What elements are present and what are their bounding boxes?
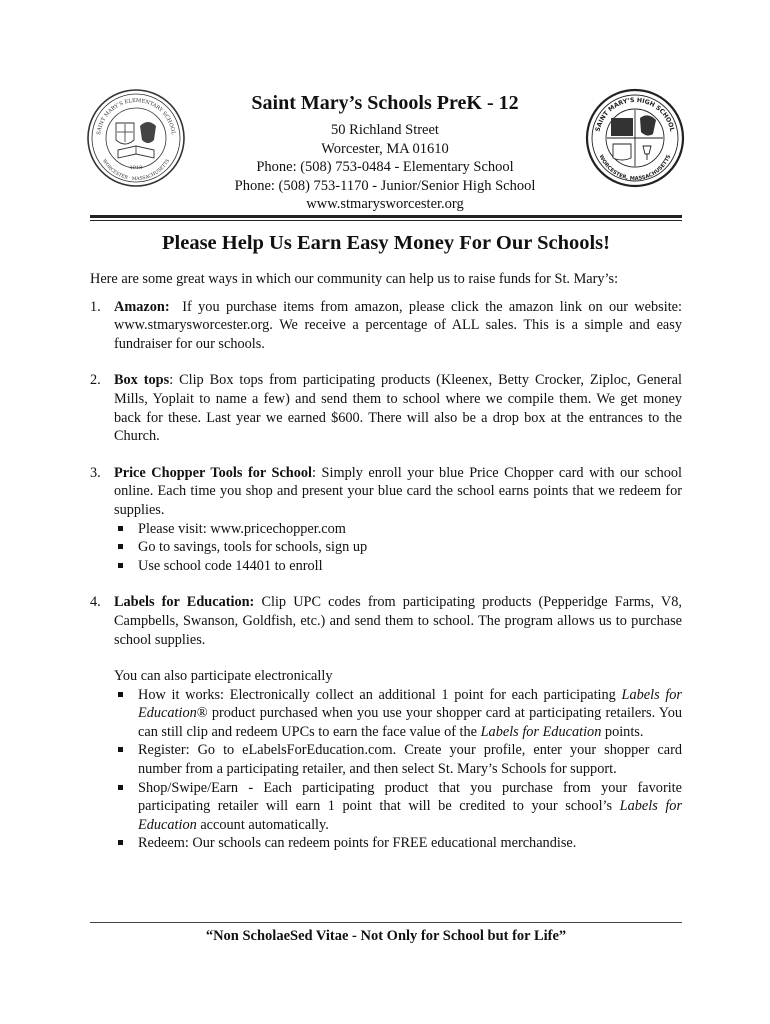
page-title: Please Help Us Earn Easy Money For Our Schools! bbox=[162, 232, 610, 254]
item-label: Price Chopper Tools for School bbox=[114, 464, 313, 481]
square-bullet-icon bbox=[118, 692, 123, 697]
item-text: : Clip Box tops from participating products (Kleenex, Betty Crocker, Ziploc, General Mills, Yoplait to name a few) and send them to school where we compile them. We get money back for these. Last year we earned $600. There will also be a drop box at the entrances to the Church. bbox=[114, 372, 682, 445]
item-label: Labels for Education: bbox=[114, 594, 255, 611]
intro-paragraph: Here are some great ways in which our community can help us to raise funds for St. Mary’s: bbox=[90, 271, 619, 287]
header-rule-thin bbox=[90, 220, 682, 221]
bullet-register: Register: Go to eLabelsForEducation.com. Create your profile, enter your shopper card number from a participating retailer, and then select St. Mary’s Schools for support. bbox=[114, 741, 682, 778]
bullet-how-it-works: How it works: Electronically collect an additional 1 point for each participating Labels for Education® product purchased when you use your shopper card at participating retailers. You can still clip and redeem UPCs to earn the face value of the Labels for Education points. bbox=[114, 686, 682, 742]
seal-left-bottom-text: WORCESTER · MASSACHUSETTS bbox=[100, 158, 172, 183]
header-rule-thick bbox=[90, 215, 682, 218]
bullet-shop-swipe-earn: Shop/Swipe/Earn - Each participating product that you purchase from your favorite participating retailer will earn 1 point that will be credited to your school’s Labels for Education account automatically. bbox=[114, 779, 682, 835]
footer-motto: “Non ScholaeSed Vitae - Not Only for School but for Life” bbox=[205, 928, 567, 944]
item-text: : Simply enroll your blue Price Chopper card with our school online. Each time you shop and present your blue card the school earns points that we redeem for supplies. bbox=[114, 464, 682, 518]
bullet-item: Go to savings, tools for schools, sign up bbox=[114, 538, 682, 557]
item-number: 1. bbox=[90, 298, 101, 315]
item-text: Clip UPC codes from participating products (Pepperidge Farms, V8, Campbells, Swanson, Goldfish, etc.) and send them to school. The program allows us to purchase school supplies. bbox=[114, 594, 682, 648]
item-number: 2. bbox=[90, 372, 101, 389]
item-text: If you purchase items from amazon, please click the amazon link on our website: www.stmarysworcester.org. We receive a percentage of ALL sales. This is a simple and easy fundraiser for our schools. bbox=[114, 298, 683, 352]
square-bullet-icon bbox=[118, 785, 123, 790]
square-bullet-icon bbox=[118, 544, 123, 549]
elementary-school-seal bbox=[86, 88, 186, 188]
letterhead bbox=[180, 92, 590, 214]
bullet-item: Please visit: www.pricechopper.com bbox=[114, 520, 682, 539]
address-street: 50 Richland Street bbox=[331, 122, 439, 138]
phone-elementary: Phone: (508) 753-0484 - Elementary School bbox=[256, 159, 514, 175]
website: www.stmarysworcester.org bbox=[306, 196, 464, 212]
electronic-steps bbox=[90, 686, 682, 853]
high-school-seal bbox=[585, 88, 685, 188]
bullet-redeem: Redeem: Our schools can redeem points for FREE educational merchandise. bbox=[114, 834, 682, 853]
footer-rule bbox=[90, 922, 682, 923]
seal-right-bottom-text: WORCESTER, MASSACHUSETTS bbox=[597, 153, 673, 183]
bullet-item: Use school code 14401 to enroll bbox=[114, 557, 682, 576]
list-item-amazon bbox=[90, 298, 682, 354]
seal-left-top-text: SAINT MARY’S ELEMENTARY SCHOOL bbox=[96, 97, 176, 136]
electronic-intro: You can also participate electronically bbox=[114, 668, 333, 685]
address-city: Worcester, MA 01610 bbox=[321, 140, 449, 157]
item-number: 4. bbox=[90, 594, 101, 611]
seal-left-year: 1918 bbox=[129, 165, 143, 171]
document-body bbox=[90, 270, 682, 853]
item-label: Box tops bbox=[114, 372, 170, 389]
school-name: Saint Mary’s Schools PreK - 12 bbox=[251, 92, 519, 114]
phone-high-school: Phone: (508) 753-1170 - Junior/Senior High School bbox=[234, 177, 536, 194]
item-label: Amazon: bbox=[114, 298, 170, 315]
square-bullet-icon bbox=[118, 747, 123, 752]
item-number: 3. bbox=[90, 464, 101, 481]
list-item-price-chopper bbox=[90, 464, 682, 576]
price-chopper-steps bbox=[114, 520, 682, 576]
seal-right-top-text: SAINT MARY’S HIGH SCHOOL bbox=[594, 96, 676, 133]
list-item-box-tops bbox=[90, 371, 682, 445]
square-bullet-icon bbox=[118, 563, 123, 568]
square-bullet-icon bbox=[118, 840, 123, 845]
square-bullet-icon bbox=[118, 526, 123, 531]
list-item-labels-for-education bbox=[90, 593, 682, 649]
